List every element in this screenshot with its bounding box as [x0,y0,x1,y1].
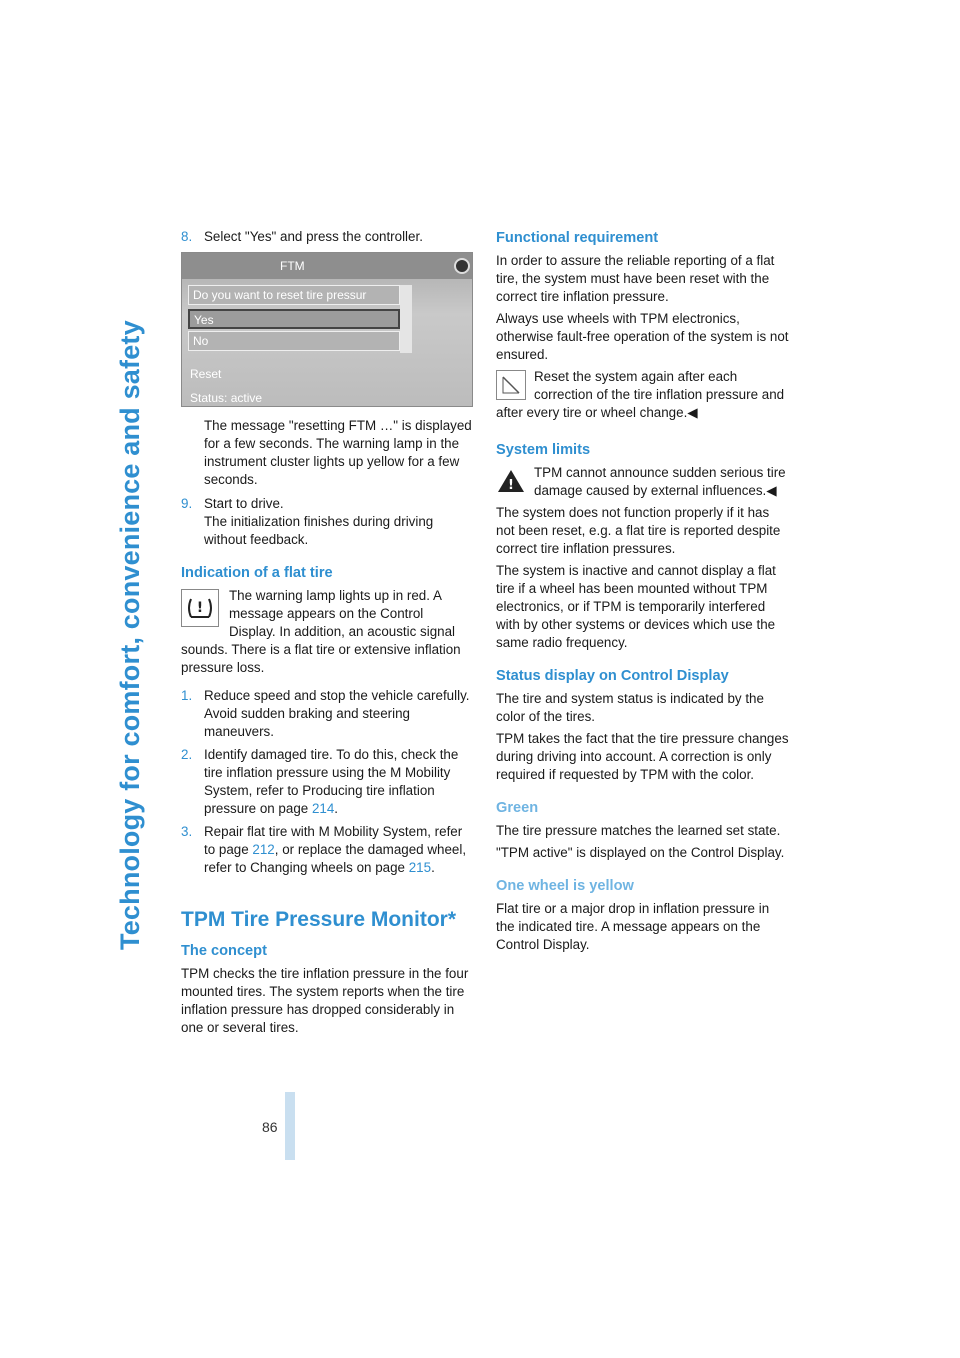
section-heading-limits: System limits [496,442,591,458]
controller-dial-icon [454,258,470,274]
step-9 [181,495,473,549]
step-1 [181,687,473,741]
paragraph: The tire and system status is indicated by the color of the tires. [496,691,764,724]
step-text: Identify damaged tire. To do this, check the tire inflation pressure using the M Mobility System, refer to Producing tire inflation pressure on page [204,747,459,816]
section-heading-status-display: Status display on Control Display [496,668,729,684]
chapter-heading-tpm: TPM Tire Pressure Monitor* [181,908,457,931]
step-text-end: . [334,801,339,816]
note-paragraph: Reset the system again after each correction of the tire inflation pressure and after every tire or wheel change.◀ [496,369,785,420]
page-number-bar [285,1092,295,1160]
paragraph: TPM checks the tire inflation pressure in the four mounted tires. The system reports when the tire inflation pressure has dropped considerably in one or several tires. [181,966,469,1035]
step-2 [181,746,473,818]
paragraph: The system does not function properly if it has not been reset, e.g. a flat tire is reported despite correct tire inflation pressures. [496,505,781,556]
note-arrow-icon [496,370,526,400]
display-status-label: Status: active [190,391,263,405]
page-link-214[interactable]: 214 [311,801,335,816]
step-text-mid: , or replace the damaged wheel, refer to Changing wheels on page [204,842,467,875]
svg-text:!: ! [508,478,514,493]
subsection-heading-green: Green [496,800,539,816]
display-question: Do you want to reset tire pressur [188,285,400,305]
paragraph: In order to assure the reliable reporting of a flat tire, the system must have been reset with the correct tire inflation pressure. [496,253,775,304]
paragraph: The warning lamp lights up in red. A message appears on the Control Display. In addition, an acoustic signal sounds. There is a flat tire or extensive inflation pressure loss. [181,588,461,675]
step-3 [181,823,473,877]
step-number: 2. [181,747,193,762]
step-number: 1. [181,688,193,703]
section-heading-concept: The concept [181,943,267,959]
step-text: Repair flat tire with M Mobility System, refer to page [204,824,463,857]
step-text: Start to drive. [204,496,284,511]
step-text-end: . [431,860,435,875]
paragraph: Always use wheels with TPM electronics, otherwise fault-free operation of the system is not ensured. [496,311,789,362]
page-link-212[interactable]: 212 [252,842,275,857]
page-number: 86 [262,1119,278,1135]
step-subtext: The initialization finishes during driving without feedback. [204,514,434,547]
display-option-no: No [188,331,400,351]
step-number: 3. [181,824,193,839]
section-heading-functional: Functional requirement [496,230,659,246]
svg-text:!: ! [196,600,204,616]
step-8 [181,228,473,246]
step-text: Select "Yes" and press the controller. [204,229,423,244]
left-column [181,228,473,1041]
paragraph: Flat tire or a major drop in inflation pressure in the indicated tire. A message appears on the Control Display. [496,901,770,952]
paragraph: The system is inactive and cannot display a flat tire if a wheel has been mounted without TPM electronics, or if TPM is temporarily interfered with by other systems or devices which use the same radio frequency. [496,563,776,650]
display-top-bar [182,253,472,279]
step-text: Reduce speed and stop the vehicle carefully. Avoid sudden braking and steering maneuvers. [204,688,470,739]
paragraph: The tire pressure matches the learned set state. [496,823,781,838]
step-number: 9. [181,496,193,511]
step-number: 8. [181,229,193,244]
display-option-yes: Yes [188,309,400,329]
chapter-side-title: Technology for comfort, convenience and safety [115,320,145,950]
display-reset-label: Reset [190,367,222,381]
right-column [496,228,790,958]
tire-warning-icon [181,589,219,627]
control-display-screenshot [181,252,473,407]
paragraph: The message "resetting FTM …" is displayed for a few seconds. The warning lamp in the instrument cluster lights up yellow for a few seconds. [204,418,472,487]
section-heading-flat-tire: Indication of a flat tire [181,565,333,581]
warning-triangle-icon [496,466,526,496]
paragraph: TPM takes the fact that the tire pressure changes during driving into account. A correction is only required if requested by TPM with the color. [496,731,789,782]
page-link-215[interactable]: 215 [408,860,432,875]
display-frame [400,285,412,353]
warning-paragraph: TPM cannot announce sudden serious tire damage caused by external influences.◀ [534,465,786,498]
subsection-heading-yellow: One wheel is yellow [496,878,634,894]
display-tab-label: FTM [280,259,305,273]
paragraph: "TPM active" is displayed on the Control Display. [496,845,785,860]
